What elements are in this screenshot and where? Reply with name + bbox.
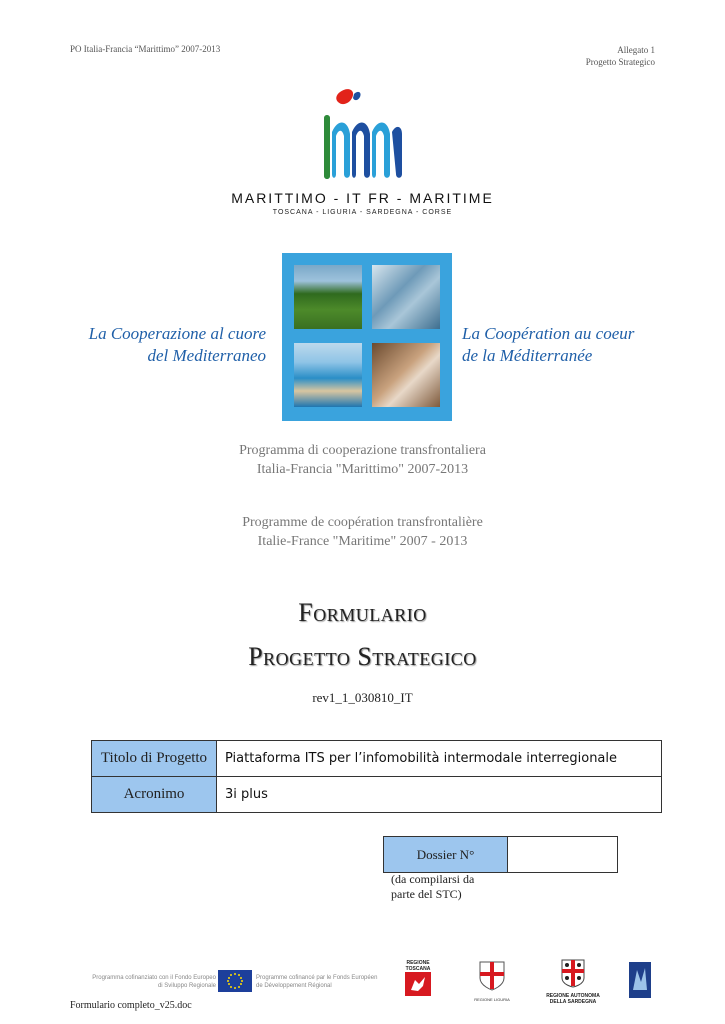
- slogan-it-line2: del Mediterraneo: [147, 346, 266, 365]
- footer-logos: [0, 958, 725, 1005]
- revision-code: rev1_1_030810_IT: [312, 690, 413, 705]
- sardegna-label-line2: DELLA SARDEGNA: [549, 999, 597, 1005]
- header-project-type: Progetto Strategico: [585, 57, 655, 67]
- sardegna-shield-icon: [540, 958, 606, 988]
- slogan-french: [462, 323, 634, 367]
- regione-sardegna-emblem: [540, 958, 606, 1005]
- header-annex: Allegato 1: [617, 45, 655, 55]
- marittimo-logo-icon: [318, 84, 408, 184]
- project-acronym-row: [92, 777, 662, 813]
- pegasus-icon: [403, 972, 433, 996]
- liguria-shield-icon: [474, 960, 510, 992]
- fund-fr-line1: Programme cofinancé par le Fonds Européen: [256, 975, 378, 981]
- acronym-value[interactable]: 3i plus: [217, 777, 662, 813]
- slogan-fr-line1: La Coopération au coeur: [462, 324, 635, 343]
- project-info-table: [91, 740, 662, 813]
- programme-fr-line2: Italie-France "Maritime" 2007 - 2013: [257, 534, 468, 549]
- photo-people: [372, 343, 440, 407]
- photo-coast: [294, 343, 362, 407]
- document-title: Formulario: [298, 598, 427, 627]
- liguria-label: REGIONE LIGURIA: [474, 997, 510, 1002]
- dossier-table: [383, 836, 618, 873]
- dossier-note-line1: (da compilarsi da: [391, 872, 475, 886]
- logo-regions: TOSCANA - LIGURIA - SARDEGNA - CORSE: [272, 209, 453, 216]
- header-left: PO Italia-Francia “Marittimo” 2007-2013: [70, 44, 221, 54]
- corse-logo-icon: [627, 960, 653, 1000]
- slogan-fr-line2: de la Méditerranée: [462, 346, 593, 365]
- programme-logo: [0, 84, 725, 184]
- programme-it-line2: Italia-Francia "Marittimo" 2007-2013: [256, 462, 469, 477]
- sardegna-label-line1: REGIONE AUTONOMA: [546, 993, 600, 999]
- programme-french: [0, 513, 725, 551]
- dossier-note: [391, 872, 474, 902]
- toscana-label: REGIONE TOSCANA: [405, 960, 431, 972]
- fund-fr-line2: de Développement Régional: [256, 983, 332, 989]
- footer-filename: Formulario completo_v25.doc: [70, 1000, 192, 1011]
- slogan-it-line1: La Cooperazione al cuore: [88, 324, 266, 343]
- logo-name: MARITTIMO - IT FR - MARITIME: [231, 190, 494, 206]
- eu-flag-icon: [218, 970, 252, 992]
- regione-toscana-emblem: [403, 960, 433, 998]
- slogan-italian: [89, 323, 266, 367]
- regione-liguria-emblem: [474, 960, 510, 1002]
- programme-italian: [0, 441, 725, 479]
- programme-it-line1: Programma di cooperazione transfrontaliera: [239, 443, 486, 458]
- fund-it-line1: Programma cofinanziato con il Fondo Europeo: [92, 975, 216, 981]
- programme-fr-line1: Programme de coopération transfrontalière: [242, 515, 483, 530]
- dossier-label: Dossier N°: [384, 837, 508, 873]
- document-subtitle: Progetto Strategico: [248, 642, 477, 671]
- collectivite-corse-emblem: [627, 960, 653, 1000]
- header-right: [586, 44, 655, 68]
- dossier-note-line2: parte del STC): [391, 887, 462, 901]
- acronym-label: Acronimo: [92, 777, 217, 813]
- project-title-value[interactable]: Piattaforma ITS per l’infomobilità intermodale interregionale: [217, 741, 662, 777]
- project-title-label: Titolo di Progetto: [92, 741, 217, 777]
- project-title-row: [92, 741, 662, 777]
- fund-text-french: [256, 974, 386, 990]
- fund-it-line2: di Sviluppo Regionale: [157, 983, 216, 989]
- photo-countryside: [294, 265, 362, 329]
- dossier-number-field[interactable]: [508, 837, 618, 873]
- photo-collage: [282, 253, 452, 421]
- fund-text-italian: [90, 974, 216, 990]
- photo-water: [372, 265, 440, 329]
